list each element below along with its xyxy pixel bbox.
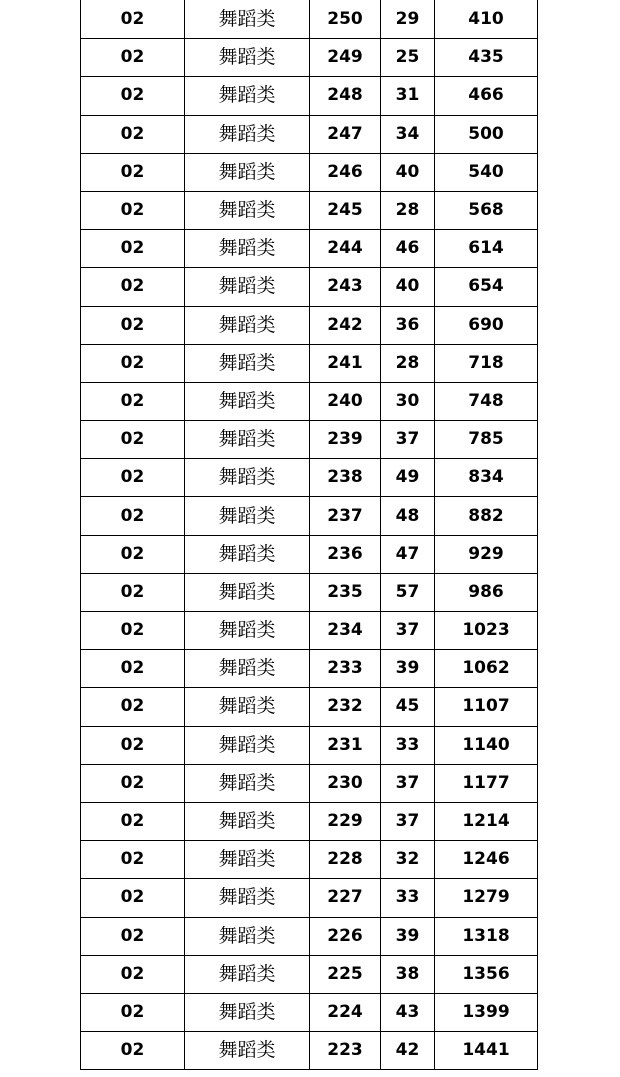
score-cell: 230 bbox=[310, 764, 381, 802]
count-cell: 33 bbox=[381, 879, 435, 917]
code-cell: 02 bbox=[81, 268, 185, 306]
table-row bbox=[81, 573, 538, 611]
table-row bbox=[81, 1, 538, 39]
cumulative-cell: 690 bbox=[435, 306, 538, 344]
category-cell: 舞蹈类 bbox=[185, 77, 310, 115]
table-row bbox=[81, 268, 538, 306]
cumulative-cell: 1214 bbox=[435, 802, 538, 840]
score-cell: 243 bbox=[310, 268, 381, 306]
code-cell: 02 bbox=[81, 1, 185, 39]
count-cell: 47 bbox=[381, 535, 435, 573]
code-cell: 02 bbox=[81, 382, 185, 420]
count-cell: 25 bbox=[381, 39, 435, 77]
category-cell: 舞蹈类 bbox=[185, 39, 310, 77]
code-cell: 02 bbox=[81, 726, 185, 764]
score-cell: 245 bbox=[310, 191, 381, 229]
code-cell: 02 bbox=[81, 917, 185, 955]
code-cell: 02 bbox=[81, 841, 185, 879]
count-cell: 32 bbox=[381, 841, 435, 879]
count-cell: 30 bbox=[381, 382, 435, 420]
cumulative-cell: 654 bbox=[435, 268, 538, 306]
count-cell: 46 bbox=[381, 230, 435, 268]
code-cell: 02 bbox=[81, 230, 185, 268]
score-cell: 229 bbox=[310, 802, 381, 840]
score-cell: 247 bbox=[310, 115, 381, 153]
table-row bbox=[81, 841, 538, 879]
code-cell: 02 bbox=[81, 955, 185, 993]
score-cell: 238 bbox=[310, 459, 381, 497]
category-cell: 舞蹈类 bbox=[185, 497, 310, 535]
code-cell: 02 bbox=[81, 497, 185, 535]
score-cell: 244 bbox=[310, 230, 381, 268]
category-cell: 舞蹈类 bbox=[185, 650, 310, 688]
score-cell: 224 bbox=[310, 993, 381, 1031]
count-cell: 36 bbox=[381, 306, 435, 344]
cumulative-cell: 1356 bbox=[435, 955, 538, 993]
score-cell: 241 bbox=[310, 344, 381, 382]
cumulative-cell: 540 bbox=[435, 153, 538, 191]
table-row bbox=[81, 382, 538, 420]
score-distribution-table bbox=[80, 0, 538, 1070]
table-row bbox=[81, 459, 538, 497]
count-cell: 37 bbox=[381, 421, 435, 459]
category-cell: 舞蹈类 bbox=[185, 382, 310, 420]
score-cell: 225 bbox=[310, 955, 381, 993]
table-row bbox=[81, 726, 538, 764]
score-cell: 242 bbox=[310, 306, 381, 344]
cumulative-cell: 1441 bbox=[435, 1032, 538, 1070]
score-cell: 240 bbox=[310, 382, 381, 420]
table-row bbox=[81, 191, 538, 229]
score-cell: 249 bbox=[310, 39, 381, 77]
category-cell: 舞蹈类 bbox=[185, 917, 310, 955]
count-cell: 38 bbox=[381, 955, 435, 993]
code-cell: 02 bbox=[81, 535, 185, 573]
cumulative-cell: 929 bbox=[435, 535, 538, 573]
category-cell: 舞蹈类 bbox=[185, 993, 310, 1031]
category-cell: 舞蹈类 bbox=[185, 535, 310, 573]
cumulative-cell: 986 bbox=[435, 573, 538, 611]
category-cell: 舞蹈类 bbox=[185, 191, 310, 229]
table-row bbox=[81, 535, 538, 573]
cumulative-cell: 748 bbox=[435, 382, 538, 420]
count-cell: 40 bbox=[381, 153, 435, 191]
category-cell: 舞蹈类 bbox=[185, 115, 310, 153]
cumulative-cell: 718 bbox=[435, 344, 538, 382]
table-row bbox=[81, 421, 538, 459]
count-cell: 45 bbox=[381, 688, 435, 726]
code-cell: 02 bbox=[81, 306, 185, 344]
count-cell: 43 bbox=[381, 993, 435, 1031]
table-row bbox=[81, 879, 538, 917]
score-cell: 226 bbox=[310, 917, 381, 955]
count-cell: 48 bbox=[381, 497, 435, 535]
count-cell: 49 bbox=[381, 459, 435, 497]
code-cell: 02 bbox=[81, 77, 185, 115]
count-cell: 39 bbox=[381, 917, 435, 955]
cumulative-cell: 466 bbox=[435, 77, 538, 115]
code-cell: 02 bbox=[81, 573, 185, 611]
score-cell: 234 bbox=[310, 612, 381, 650]
cumulative-cell: 834 bbox=[435, 459, 538, 497]
count-cell: 42 bbox=[381, 1032, 435, 1070]
category-cell: 舞蹈类 bbox=[185, 573, 310, 611]
score-cell: 232 bbox=[310, 688, 381, 726]
table-row bbox=[81, 650, 538, 688]
code-cell: 02 bbox=[81, 344, 185, 382]
category-cell: 舞蹈类 bbox=[185, 764, 310, 802]
cumulative-cell: 1318 bbox=[435, 917, 538, 955]
table-row bbox=[81, 612, 538, 650]
code-cell: 02 bbox=[81, 688, 185, 726]
category-cell: 舞蹈类 bbox=[185, 955, 310, 993]
category-cell: 舞蹈类 bbox=[185, 459, 310, 497]
cumulative-cell: 1107 bbox=[435, 688, 538, 726]
category-cell: 舞蹈类 bbox=[185, 153, 310, 191]
score-cell: 231 bbox=[310, 726, 381, 764]
category-cell: 舞蹈类 bbox=[185, 230, 310, 268]
cumulative-cell: 410 bbox=[435, 1, 538, 39]
code-cell: 02 bbox=[81, 612, 185, 650]
code-cell: 02 bbox=[81, 115, 185, 153]
table-row bbox=[81, 77, 538, 115]
score-cell: 227 bbox=[310, 879, 381, 917]
code-cell: 02 bbox=[81, 993, 185, 1031]
category-cell: 舞蹈类 bbox=[185, 1, 310, 39]
table-row bbox=[81, 153, 538, 191]
score-cell: 228 bbox=[310, 841, 381, 879]
category-cell: 舞蹈类 bbox=[185, 344, 310, 382]
table-row bbox=[81, 344, 538, 382]
cumulative-cell: 1023 bbox=[435, 612, 538, 650]
count-cell: 37 bbox=[381, 764, 435, 802]
cumulative-cell: 1140 bbox=[435, 726, 538, 764]
table-row bbox=[81, 802, 538, 840]
score-cell: 250 bbox=[310, 1, 381, 39]
table-row bbox=[81, 917, 538, 955]
count-cell: 37 bbox=[381, 612, 435, 650]
table-row bbox=[81, 993, 538, 1031]
count-cell: 34 bbox=[381, 115, 435, 153]
count-cell: 29 bbox=[381, 1, 435, 39]
table-row bbox=[81, 955, 538, 993]
code-cell: 02 bbox=[81, 650, 185, 688]
table-row bbox=[81, 230, 538, 268]
cumulative-cell: 785 bbox=[435, 421, 538, 459]
category-cell: 舞蹈类 bbox=[185, 1032, 310, 1070]
count-cell: 33 bbox=[381, 726, 435, 764]
cumulative-cell: 1246 bbox=[435, 841, 538, 879]
table-row bbox=[81, 306, 538, 344]
score-cell: 239 bbox=[310, 421, 381, 459]
table-row bbox=[81, 764, 538, 802]
code-cell: 02 bbox=[81, 1032, 185, 1070]
score-cell: 248 bbox=[310, 77, 381, 115]
code-cell: 02 bbox=[81, 802, 185, 840]
code-cell: 02 bbox=[81, 191, 185, 229]
category-cell: 舞蹈类 bbox=[185, 879, 310, 917]
code-cell: 02 bbox=[81, 459, 185, 497]
score-cell: 237 bbox=[310, 497, 381, 535]
count-cell: 40 bbox=[381, 268, 435, 306]
category-cell: 舞蹈类 bbox=[185, 268, 310, 306]
cumulative-cell: 1177 bbox=[435, 764, 538, 802]
code-cell: 02 bbox=[81, 153, 185, 191]
category-cell: 舞蹈类 bbox=[185, 612, 310, 650]
category-cell: 舞蹈类 bbox=[185, 306, 310, 344]
table-row bbox=[81, 115, 538, 153]
category-cell: 舞蹈类 bbox=[185, 688, 310, 726]
table-row bbox=[81, 688, 538, 726]
table-body bbox=[81, 1, 538, 1070]
code-cell: 02 bbox=[81, 39, 185, 77]
count-cell: 31 bbox=[381, 77, 435, 115]
cumulative-cell: 1062 bbox=[435, 650, 538, 688]
table-row bbox=[81, 1032, 538, 1070]
score-cell: 235 bbox=[310, 573, 381, 611]
cumulative-cell: 568 bbox=[435, 191, 538, 229]
score-cell: 223 bbox=[310, 1032, 381, 1070]
count-cell: 28 bbox=[381, 344, 435, 382]
category-cell: 舞蹈类 bbox=[185, 802, 310, 840]
count-cell: 57 bbox=[381, 573, 435, 611]
cumulative-cell: 882 bbox=[435, 497, 538, 535]
table-row bbox=[81, 39, 538, 77]
score-cell: 246 bbox=[310, 153, 381, 191]
category-cell: 舞蹈类 bbox=[185, 421, 310, 459]
count-cell: 39 bbox=[381, 650, 435, 688]
cumulative-cell: 614 bbox=[435, 230, 538, 268]
cumulative-cell: 1399 bbox=[435, 993, 538, 1031]
code-cell: 02 bbox=[81, 879, 185, 917]
cumulative-cell: 1279 bbox=[435, 879, 538, 917]
code-cell: 02 bbox=[81, 421, 185, 459]
score-cell: 233 bbox=[310, 650, 381, 688]
code-cell: 02 bbox=[81, 764, 185, 802]
cumulative-cell: 500 bbox=[435, 115, 538, 153]
count-cell: 28 bbox=[381, 191, 435, 229]
table-row bbox=[81, 497, 538, 535]
category-cell: 舞蹈类 bbox=[185, 726, 310, 764]
cumulative-cell: 435 bbox=[435, 39, 538, 77]
category-cell: 舞蹈类 bbox=[185, 841, 310, 879]
score-cell: 236 bbox=[310, 535, 381, 573]
count-cell: 37 bbox=[381, 802, 435, 840]
